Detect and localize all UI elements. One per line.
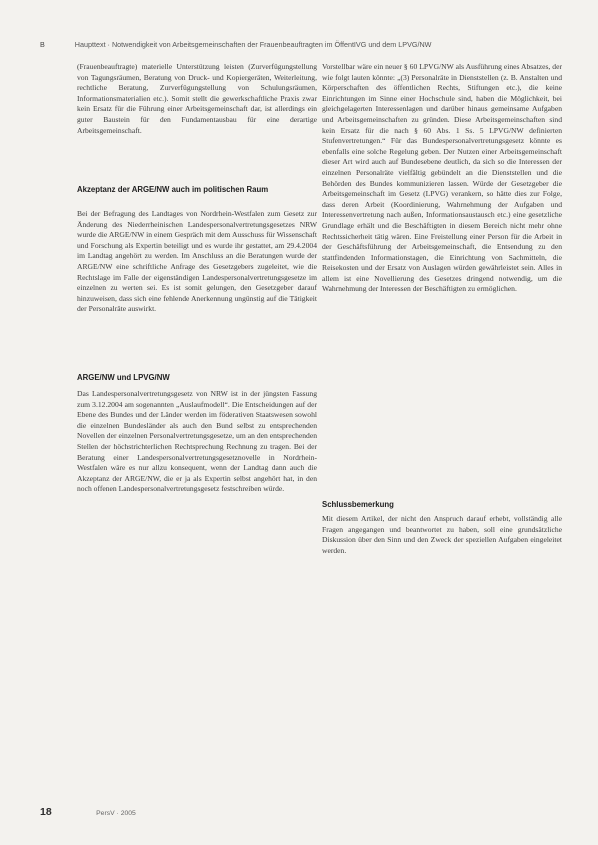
left-paragraph-2: Bei der Befragung des Landtages von Nordrhein-Westfalen zum Gesetz zur Änderung des Niederrheinischen Landespersonalvertretungsgesetzes NRW wurde die ARGE/NW in einem Gespräch mit dem Ausschuss für Wissenschaft und Forschung als Expertin beteiligt und es wurde ihr gestattet, am 29.4.2004 im Landtag angehört zu werden. Im Anschluss an die Beratungen wurde der ARGE/NW eine schriftliche Anfrage des Gesetzgebers zugeleitet, wie die Rechtslage im Falle der eigenständigen Landespersonalvertretungsgesetze im einzelnen zu werten sei. Es ist somit gelungen, den Gesetzgeber darauf hinzuweisen, dass sich eine fehlende Anerkennung ungünstig auf die Tätigkeit der Personalräte auswirkt. — [77, 209, 317, 314]
section-heading-schlussbemerkung: Schlussbemerkung — [322, 500, 394, 509]
issue-label: PersV · 2005 — [96, 810, 136, 817]
section-heading-arge-lpvg: ARGE/NW und LPVG/NW — [77, 373, 170, 382]
left-column — [77, 62, 317, 618]
page-footer — [40, 802, 136, 820]
left-paragraph-1: (Frauenbeauftragte) materielle Unterstützung leisten (Zurverfügungstellung von Tagungsräumen, Beratung von Druck- und Kopiergeräten, Weiterleitung, rechtliche Beratung, Zurverfügungstellung von Schulungsräumen, Informationsmaterialien etc.). Somit stellt die gewerkschaftliche Praxis zwar kein Ersatz für die Führung einer Arbeitsgemeinschaft dar, ist allerdings ein guter Baustein für den Fundamentausbau für eine derartige Arbeitsgemeinschaft. — [77, 62, 317, 135]
right-paragraph-2: Mit diesem Artikel, der nicht den Anspruch darauf erhebt, vollständig alle Fragen angegangen und beantwortet zu haben, soll eine grundsätzliche Diskussion über den Sinn und den Zweck der speziellen Aufgaben eingeleitet werden. — [322, 514, 562, 555]
running-header — [40, 40, 560, 49]
section-heading-akzeptanz: Akzeptanz der ARGE/NW auch im politischen Raum — [77, 185, 269, 194]
running-title: Haupttext · Notwendigkeit von Arbeitsgemeinschaften der Frauenbeauftragten im ÖffentIVG und dem LPVG/NW — [74, 40, 432, 49]
page-number: 18 — [40, 806, 52, 818]
left-paragraph-3: Das Landespersonalvertretungsgesetz von NRW ist in der jüngsten Fassung zum 3.12.2004 am sogenannten „Auslaufmodell“. Die Entscheidungen auf der Ebene des Bundes und der Länder werden im föderativen Staatswesen sowohl die einzelnen Bundesländer als auch den Bund selbst zu entsprechenden Novellen der einzelnen Personalvertretungsgesetze, um an den entsprechenden Stellen der höchstrichterlichen Rechtsprechung Rechnung zu tragen. Bei der Beratung einer Landespersonalvertretungsgesetznovelle in Nordrhein-Westfalen wäre es nur allzu konsequent, wenn der Landtag dann auch die Akzeptanz der ARGE/NW, die er ja als Expertin selbst angehört hat, in den noch offenen Landespersonalvertretungsgesetz festschreiben würde. — [77, 389, 317, 494]
right-column — [322, 62, 562, 574]
header-marker: B — [40, 40, 45, 49]
right-paragraph-1: Vorstellbar wäre ein neuer § 60 LPVG/NW als Ausführung eines Absatzes, der wie folgt lauten könnte: „(3) Personalräte in Dienststellen (z. B. Anstalten und Körperschaften des öffentlichen Rechts, Stiftungen etc.), die keine Einrichtungen im Sinne einer Hochschule sind, haben die Möglichkeit, bei gleichgelagerten Interessenlagen und darüber hinaus gemeinsame Aufgaben und Arbeitsgemeinschaften zu gründen. Diese Arbeitsgemeinschaften sind kein Ersatz für die nach § 60 Abs. 1 Ss. 5 LPVG/NW definierten Stufenvertretungen.“ Für das Bundespersonalvertretungsgesetz könnte es ebenfalls eine solche Regelung geben. Der Nutzen einer Arbeitsgemeinschaft dieser Art wird auch auf Bundesebene deutlich, da sich so die Interessen der einzelnen Personalräte vielfältig gebündelt an die Dienststellen und die Behörden des Bundes kommunizieren lassen. Würde der Gesetzgeber die Arbeitsgemeinschaft im Gesetz (LPVG) verankern, so hätte dies zur Folge, dass deren Arbeit (Koordinierung, Wahrnehmung der Aufgaben und Interessenvertretung nach außen, Informationsaustausch etc.) eine gesetzliche Grundlage erhält und die Beschäftigten in diesem Bereich nicht mehr ohne Rechtssicherheit tätig wären. Eine Freistellung einer Person für die Arbeit in der Geschäftsführung der Arbeitsgemeinschaft, die Entsendung zu den stattfindenden Informationstagen, die Einrichtung von Sachmitteln, die Reisekosten und der Ersatz von Auslagen würden gewährleistet sein. Alles in allem ist eine Novellierung des Gesetzes dringend notwendig, um die Wahrnehmung der Interessen der Beschäftigten zu ermöglichen. — [322, 62, 562, 294]
